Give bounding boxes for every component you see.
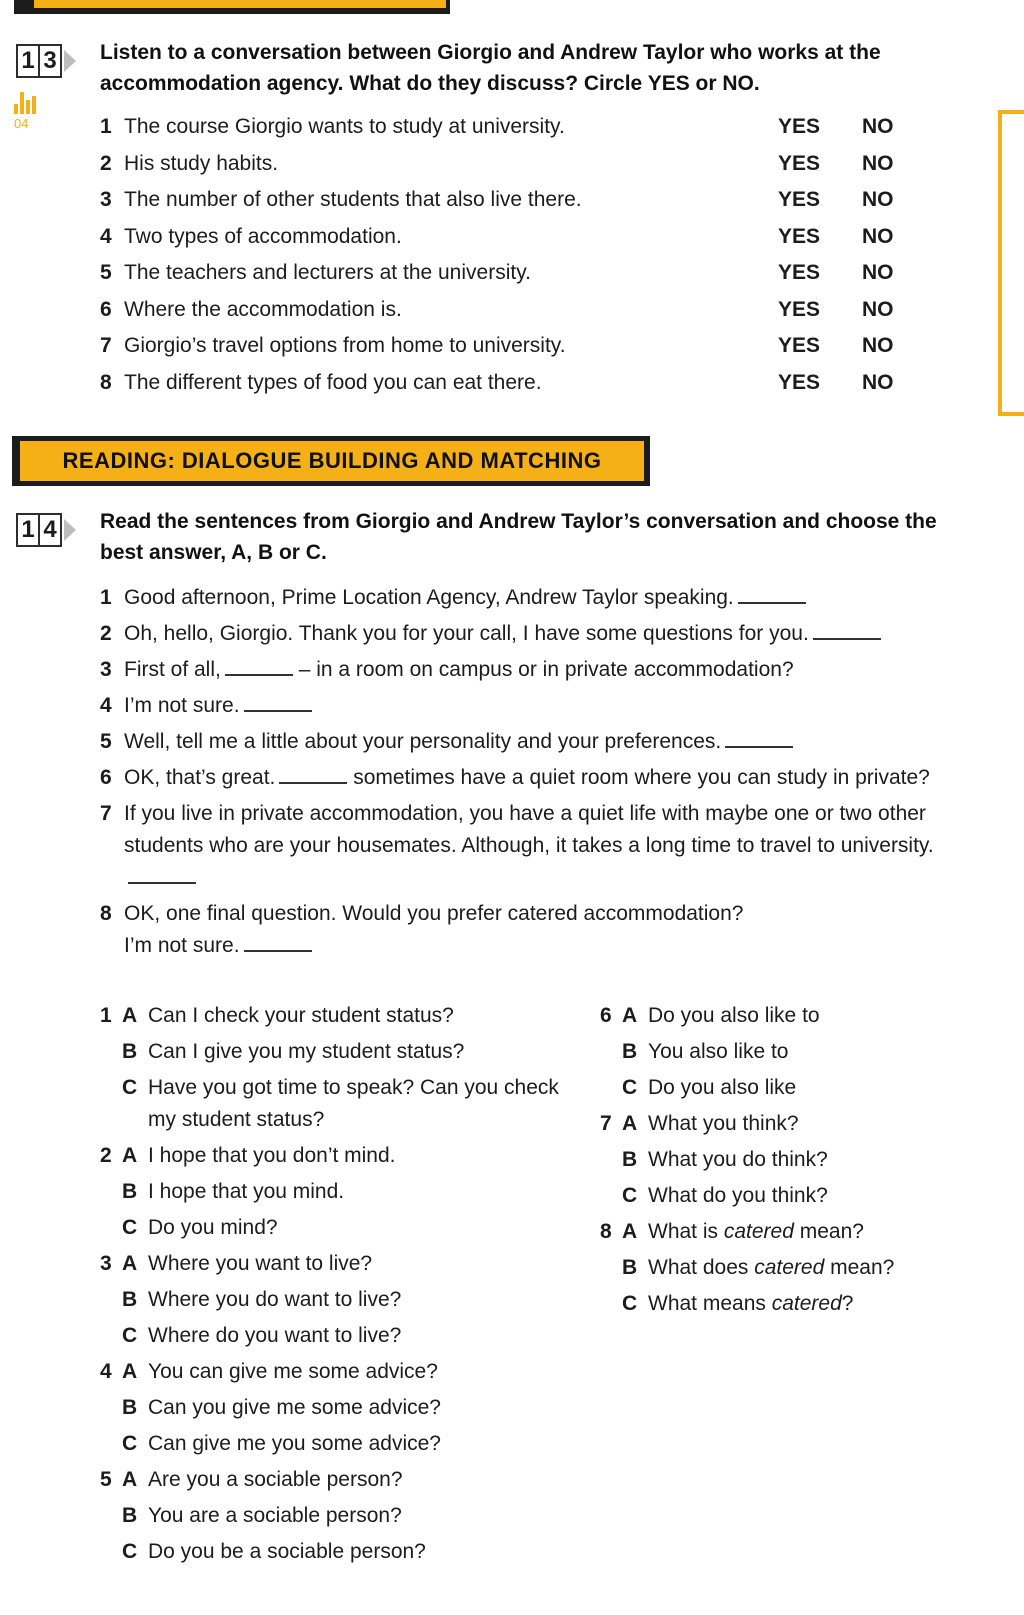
top-border-fill [34,0,446,8]
answer-blank[interactable] [128,864,196,884]
option-text: You also like to [648,1040,789,1063]
sentence-text: Good afternoon, Prime Location Agency, Andrew Taylor speaking. [124,586,734,609]
option-text: I hope that you mind. [148,1180,345,1203]
question-options [600,1000,1000,1104]
no-option[interactable]: NO [862,334,894,357]
option-text: Can I check your student status? [148,1004,454,1027]
option-text: What means [648,1292,766,1315]
top-border [14,0,450,14]
no-option[interactable]: NO [862,151,894,175]
sentence-text: I’m not sure. [124,694,240,717]
item-text: His study habits. [124,151,279,175]
option-b[interactable]: B What does catered mean? [622,1256,895,1279]
option-b[interactable]: B You also like to [622,1040,789,1063]
option-text: mean? [830,1256,895,1279]
answer-blank[interactable] [813,620,881,640]
sentence-item: 3 First of all, – in a room on campus or in private accommodation? [100,658,794,681]
yes-no-item: 6 Where the accommodation is. YES NO [100,296,900,333]
option-b[interactable]: B You are a sociable person? [122,1504,402,1527]
section-title: READING: DIALOGUE BUILDING AND MATCHING [20,441,644,481]
answer-options-right [600,1000,1000,1324]
option-text: What you do think? [648,1148,828,1171]
sentence-text: OK, one final question. Would you prefer catered accommodation? [124,902,744,925]
option-text: What do you think? [648,1184,828,1207]
sentence-item: 6 OK, that’s great. sometimes have a quiet room where you can study in private? [100,766,930,789]
exercise-number-digit: 1 [16,513,40,547]
option-text: I hope that you don’t mind. [148,1144,396,1167]
audio-track-number: 04 [14,116,29,131]
option-text: Do you also like to [648,1004,820,1027]
option-text-italic: catered [754,1256,825,1279]
option-text-italic: catered [723,1220,794,1243]
no-option[interactable]: NO [862,261,894,284]
answer-blank[interactable] [725,728,793,748]
option-text: Are you a sociable person? [148,1468,403,1491]
answer-blank[interactable] [244,692,312,712]
option-b[interactable]: B Where you do want to live? [122,1288,402,1311]
play-arrow-icon [64,50,76,72]
option-a[interactable]: 1 A Can I check your student status? [100,1004,454,1027]
sentence-item: 8 OK, one final question. Would you prefer catered accommodation? I’m not sure. [100,902,744,957]
item-text: Where the accommodation is. [124,297,402,321]
sentence-text-continued: – in a room on campus or in private accommodation? [298,658,794,681]
option-a[interactable]: 8 A What is catered mean? [600,1220,864,1243]
yes-option[interactable]: YES [778,224,821,248]
yes-no-item: 7 Giorgio’s travel options from home to university. YES NO [100,332,900,369]
option-text: What you think? [648,1112,799,1135]
yes-no-item: 8 The different types of food you can eat there. YES NO [100,369,900,406]
question-options [600,1108,1000,1212]
item-text: Two types of accommodation. [124,224,402,248]
question-options [100,1356,560,1460]
sentence-text-continued: sometimes have a quiet room where you can study in private? [353,766,930,789]
option-text: ? [841,1292,854,1315]
yes-no-list [100,113,900,405]
option-c[interactable]: C Where do you want to live? [122,1324,402,1347]
exercise-number-digit: 1 [16,44,40,78]
yes-option[interactable]: YES [778,261,821,284]
option-text: Have you got time to speak? Can you check my student status? [148,1076,559,1131]
no-option[interactable]: NO [862,224,894,248]
dialogue-sentences [100,582,990,966]
sentence-item: 2 Oh, hello, Giorgio. Thank you for your call, I have some questions for you. [100,618,990,650]
item-text: The number of other students that also live there. [124,188,582,211]
option-b[interactable]: B What you do think? [622,1148,828,1171]
sentence-item: 7 If you live in private accommodation, you have a quiet life with maybe one or two other students who are your housemates. Although, it takes a long time to travel to university. [100,798,990,894]
option-b[interactable]: B I hope that you mind. [122,1180,345,1203]
yes-no-item: 4 Two types of accommodation. YES NO [100,223,900,260]
option-text: You are a sociable person? [148,1504,402,1527]
sentence-text-continued: I’m not sure. [124,934,240,957]
no-option[interactable]: NO [862,370,894,394]
option-text-italic: catered [771,1292,842,1315]
sentence-text: OK, that’s great. [124,766,276,789]
yes-option[interactable]: YES [778,115,821,138]
option-text: Do you be a sociable person? [148,1540,426,1563]
side-frame [998,110,1024,416]
option-c[interactable]: C Do you be a sociable person? [122,1540,426,1563]
option-text: Do you also like [648,1076,797,1099]
section-banner [12,436,650,486]
question-options [100,1140,560,1244]
option-c[interactable]: C Do you also like [622,1076,797,1099]
answer-options-left [100,1000,560,1572]
option-text: mean? [799,1220,864,1243]
answer-blank[interactable] [279,764,347,784]
option-a[interactable]: 7 A What you think? [600,1112,799,1135]
option-b[interactable]: B Can I give you my student status? [122,1040,465,1063]
option-a[interactable]: 2 A I hope that you don’t mind. [100,1144,396,1167]
option-b[interactable]: B Can you give me some advice? [122,1396,441,1419]
no-option[interactable]: NO [862,297,894,321]
sentence-text: If you live in private accommodation, you have a quiet life with maybe one or two other students who are your housemates. Although, it takes a long time to travel to university. [124,802,934,857]
yes-option[interactable]: YES [778,370,821,394]
option-a[interactable]: 4 A You can give me some advice? [100,1360,438,1383]
item-text: The course Giorgio wants to study at university. [124,115,565,138]
question-options [600,1216,1000,1320]
answer-blank[interactable] [244,932,312,952]
play-arrow-icon [64,519,76,541]
option-c[interactable]: C Have you got time to speak? Can you check my student status? [122,1076,559,1131]
exercise-14-number [16,513,76,547]
option-text: Can I give you my student status? [148,1040,465,1063]
exercise-13-instruction: Listen to a conversation between Giorgio and Andrew Taylor who works at the accommodation agency. What do they discuss? Circle YES or NO. [100,41,881,95]
option-a[interactable]: 5 A Are you a sociable person? [100,1468,403,1491]
option-text: What does [648,1256,749,1279]
yes-option[interactable]: YES [778,297,821,321]
sentence-text: Well, tell me a little about your personality and your preferences. [124,730,722,753]
option-text: Can give me you some advice? [148,1432,441,1455]
exercise-14-instruction: Read the sentences from Giorgio and Andrew Taylor’s conversation and choose the best answer, A, B or C. [100,510,937,564]
option-text: You can give me some advice? [148,1360,438,1383]
no-option[interactable]: NO [862,188,894,211]
item-text: Giorgio’s travel options from home to university. [124,334,566,357]
option-text: Where do you want to live? [148,1324,402,1347]
sentence-item: 5 Well, tell me a little about your personality and your preferences. [100,726,990,758]
option-text: What is [648,1220,719,1243]
option-text: Do you mind? [148,1216,278,1239]
sentence-item: 4 I’m not sure. [100,690,990,722]
sentence-item: 1 Good afternoon, Prime Location Agency, Andrew Taylor speaking. [100,582,990,614]
yes-no-item: 2 His study habits. YES NO [100,150,900,187]
exercise-13-number [16,44,76,78]
audio-icon [14,92,44,114]
yes-no-item: 5 The teachers and lecturers at the university. YES NO [100,259,900,296]
option-c[interactable]: C What means catered? [622,1292,854,1315]
yes-option[interactable]: YES [778,334,821,357]
exercise-number-digit: 3 [38,44,62,78]
yes-option[interactable]: YES [778,151,821,175]
question-options [100,1464,560,1568]
option-c[interactable]: C Can give me you some advice? [122,1432,441,1455]
item-text: The teachers and lecturers at the university. [124,261,531,284]
audio-track[interactable] [14,92,44,131]
option-a[interactable]: 3 A Where you want to live? [100,1252,373,1275]
item-text: The different types of food you can eat there. [124,370,542,394]
option-a[interactable]: 6 A Do you also like to [600,1004,820,1027]
option-text: Where you want to live? [148,1252,373,1275]
sentence-text: Oh, hello, Giorgio. Thank you for your call, I have some questions for you. [124,622,809,645]
option-c[interactable]: C Do you mind? [122,1216,278,1239]
option-c[interactable]: C What do you think? [622,1184,828,1207]
yes-no-item: 1 The course Giorgio wants to study at university. YES NO [100,113,900,150]
yes-option[interactable]: YES [778,188,821,211]
exercise-number-digit: 4 [38,513,62,547]
yes-no-item: 3 The number of other students that also live there. YES NO [100,186,900,223]
question-options [100,1248,560,1352]
answer-blank[interactable] [738,584,806,604]
option-text: Can you give me some advice? [148,1396,441,1419]
sentence-text: First of all, [124,658,221,681]
answer-blank[interactable] [225,656,293,676]
no-option[interactable]: NO [862,115,894,138]
question-options [100,1000,560,1136]
option-text: Where you do want to live? [148,1288,402,1311]
